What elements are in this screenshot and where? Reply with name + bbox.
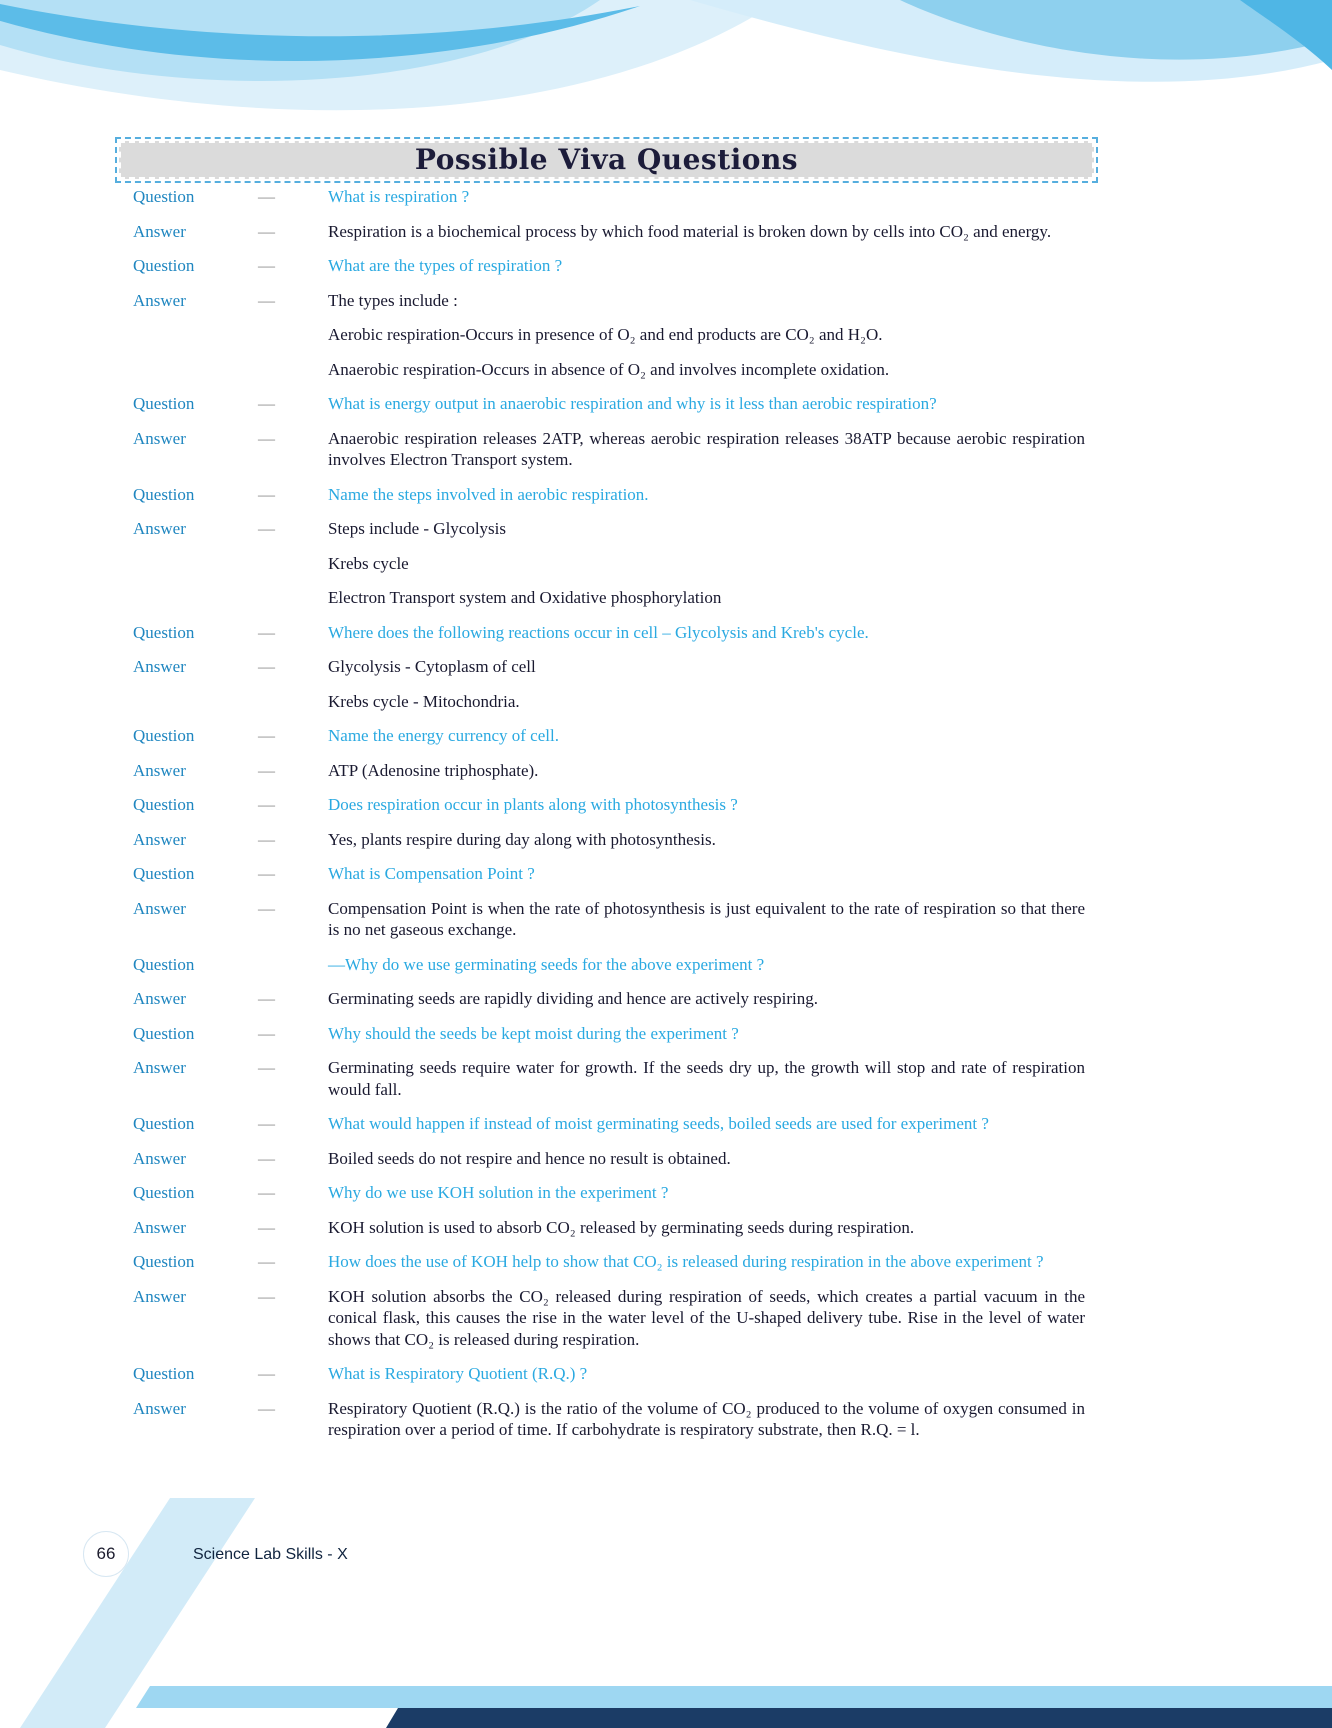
qa-row [133,794,1085,816]
qa-dash: — [258,622,275,642]
qa-text: —Why do we use germinating seeds for the above experiment ? [328,954,765,974]
qa-text: Does respiration occur in plants along with photosynthesis ? [328,795,738,814]
qa-label: Answer [133,657,186,676]
qa-row [133,1023,1085,1045]
qa-row [133,221,1085,243]
qa-label: Question [133,1364,195,1383]
qa-dash: — [258,1114,275,1133]
qa-dash: — [258,519,275,538]
qa-row [133,988,1085,1010]
qa-text: Where does the following reactions occur in cell – Glycolysis and Kreb's cycle. [328,622,869,642]
qa-row [133,954,1085,976]
qa-row [133,622,1085,644]
qa-text: What would happen if instead of moist germinating seeds, boiled seeds are used for experiment ? [328,1114,989,1133]
qa-row [133,1113,1085,1135]
qa-dash: — [258,428,275,448]
qa-row [133,863,1085,885]
qa-dash [258,553,328,575]
qa-label: Answer [133,519,186,538]
qa-dash: — [258,1286,275,1306]
qa-text: Name the energy currency of cell. [328,726,559,745]
qa-label: Question [133,1114,195,1133]
qa-text: Aerobic respiration-Occurs in presence of O₂ and end products are CO₂ and H₂O. [328,325,883,344]
qa-dash: — [258,484,275,504]
page-title: Possible Viva Questions [119,141,1094,179]
qa-label: Question [133,726,195,745]
qa-dash: — [258,187,275,206]
qa-text: Krebs cycle [328,553,409,573]
qa-dash: — [258,795,275,814]
qa-label [133,691,258,713]
qa-dash: — [258,760,275,780]
qa-text: ATP (Adenosine triphosphate). [328,760,539,780]
qa-text: Electron Transport system and Oxidative phosphorylation [328,588,722,607]
qa-label: Question [133,394,195,413]
qa-text: Why do we use KOH solution in the experiment ? [328,1183,669,1202]
qa-label: Answer [133,760,186,780]
qa-dash [258,359,328,381]
qa-label: Answer [133,1148,186,1168]
qa-label [133,359,258,381]
qa-label: Answer [133,1286,186,1306]
qa-row [133,1182,1085,1204]
qa-dash: — [258,1364,275,1383]
qa-dash: — [258,1023,275,1043]
qa-dash: — [258,989,275,1008]
qa-dash [258,324,328,346]
qa-dash [258,691,328,713]
qa-row [133,1217,1085,1239]
qa-text: Germinating seeds are rapidly dividing and hence are actively respiring. [328,989,818,1008]
qa-label: Question [133,622,195,642]
page-number: 66 [83,1531,129,1577]
qa-text: What are the types of respiration ? [328,256,563,275]
qa-label: Question [133,187,195,206]
qa-label: Question [133,256,195,275]
qa-text: Germinating seeds require water for growth. If the seeds dry up, the growth will stop and rate of respiration would fall. [328,1058,1085,1099]
qa-dash: — [258,1148,275,1168]
qa-label: Answer [133,898,186,918]
qa-label [133,553,258,575]
qa-label: Answer [133,829,186,849]
qa-text: Compensation Point is when the rate of photosynthesis is just equivalent to the rate of respiration so that there is no net gaseous exchange. [328,898,1085,939]
qa-row [133,898,1085,941]
qa-label: Answer [133,989,186,1008]
qa-text: Boiled seeds do not respire and hence no result is obtained. [328,1148,731,1168]
qa-dash [258,587,328,609]
qa-label: Question [133,484,195,504]
qa-text: Yes, plants respire during day along with photosynthesis. [328,829,716,849]
qa-dash: — [258,657,275,676]
qa-row [133,553,1085,575]
qa-text: What is energy output in anaerobic respiration and why is it less than aerobic respiration? [328,394,937,413]
qa-row [133,1148,1085,1170]
qa-row [133,186,1085,208]
qa-dash: — [258,256,275,275]
qa-text: Anaerobic respiration releases 2ATP, whereas aerobic respiration releases 38ATP because aerobic respiration involves Electron Transport system. [328,428,1085,469]
qa-row [133,255,1085,277]
qa-label: Question [133,954,195,974]
qa-row [133,1363,1085,1385]
book-title: Science Lab Skills - X [193,1546,348,1563]
qa-text: How does the use of KOH help to show that CO₂ is released during respiration in the above experiment ? [328,1252,1044,1271]
qa-text: Anaerobic respiration-Occurs in absence of O₂ and involves incomplete oxidation. [328,359,890,379]
qa-text: Respiration is a biochemical process by which food material is broken down by cells into CO₂ and energy. [328,221,1052,241]
title-banner [115,137,1098,183]
qa-dash: — [258,1217,275,1237]
qa-text: Krebs cycle - Mitochondria. [328,691,520,711]
qa-label [133,587,258,609]
qa-label: Answer [133,290,186,310]
qa-text: KOH solution absorbs the CO₂ released during respiration of seeds, which creates a partial vacuum in the conical flask, this causes the rise in the water level of the U-shaped delivery tube. Rise in the level of water shows that CO₂ is released during respiration. [328,1286,1085,1349]
qa-label: Question [133,1252,195,1271]
qa-row [133,428,1085,471]
qa-text: What is respiration ? [328,187,470,206]
qa-dash: — [258,829,275,849]
qa-label: Answer [133,1398,186,1418]
qa-row [133,290,1085,312]
qa-dash: — [258,1183,275,1202]
qa-dash: — [258,1398,275,1418]
header-wave-decoration [0,0,1332,150]
qa-row [133,359,1085,381]
qa-label: Question [133,1183,195,1202]
qa-dash: — [258,726,275,745]
qa-row [133,760,1085,782]
qa-row [133,484,1085,506]
qa-text: The types include : [328,290,458,310]
qa-dash: — [258,394,275,413]
qa-row [133,1398,1085,1441]
qa-label: Answer [133,428,186,448]
qa-row [133,725,1085,747]
qa-text: KOH solution is used to absorb CO₂ released by germinating seeds during respiration. [328,1217,915,1237]
qa-text: What is Compensation Point ? [328,864,535,883]
qa-label: Answer [133,1058,186,1077]
qa-dash [258,954,328,976]
qa-label [133,324,258,346]
qa-row [133,1251,1085,1273]
footer-decoration [0,1478,1332,1728]
qa-label: Question [133,864,195,883]
qa-text: Steps include - Glycolysis [328,519,507,538]
qa-row [133,324,1085,346]
qa-label: Question [133,795,195,814]
qa-row [133,691,1085,713]
qa-row [133,393,1085,415]
qa-row [133,829,1085,851]
qa-label: Question [133,1023,195,1043]
qa-label: Answer [133,221,186,241]
qa-row [133,1286,1085,1351]
qa-text: Respiratory Quotient (R.Q.) is the ratio of the volume of CO₂ produced to the volume of oxygen consumed in respiration over a period of time. If carbohydrate is respiratory substrate, then R.Q. = l. [328,1398,1085,1439]
qa-row [133,587,1085,609]
qa-dash: — [258,864,275,883]
qa-dash: — [258,1252,275,1271]
qa-dash: — [258,290,275,310]
qa-dash: — [258,1058,275,1077]
qa-row [133,1057,1085,1100]
qa-list [133,186,1085,1454]
qa-dash: — [258,898,275,918]
qa-label: Answer [133,1217,186,1237]
qa-row [133,518,1085,540]
qa-row [133,656,1085,678]
qa-text: Why should the seeds be kept moist during the experiment ? [328,1023,739,1043]
qa-text: Glycolysis - Cytoplasm of cell [328,657,536,676]
qa-text: What is Respiratory Quotient (R.Q.) ? [328,1364,588,1383]
qa-text: Name the steps involved in aerobic respiration. [328,484,649,504]
qa-dash: — [258,221,275,241]
